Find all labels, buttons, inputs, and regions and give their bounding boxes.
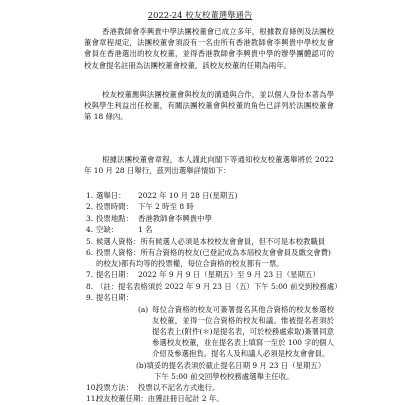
list-item [86,382,334,393]
item-number: 11. [86,394,98,404]
item-number: 8. [86,281,94,291]
rule-b-line: (b)填妥的提名表須於截止提名日期 9 月 23 日（星期五） [136,360,326,370]
item-number: 7. [86,270,94,280]
item-note: （註：提名表格須於 2022 年 9 月 23 日（五）下午 5:00 前交到校務處） [96,281,342,291]
item-number: 2. [86,202,94,212]
item-label: 校友校董任期： [96,394,148,404]
intro-paragraph: 香港教師會李興貴中學法團校董會已成立多年，根據教育條例及法團校董會章程規定，法團校董會須設有一名由所有香港教師會李興貴中學校友會會員在香港選出的校友校董，並得香港教師會李興貴中學的辦學團體認可的校友會提名註冊為法團校董會校董，該校友校董的任期為兩年。 [84,27,334,70]
item-value: 由獲註冊日起計 2 年。 [147,394,224,404]
list-item [86,292,334,303]
item-label: 提名日期： [96,293,133,303]
item-number: 5. [86,236,94,246]
item-value: 2022 年 10 月 28 日(星期五) [138,191,238,200]
role-paragraph: 校友校董應與法團校董會與校友的溝通與合作，並以個人身份本著為學校與學生利益出任校董，有關法團校董會與校董的角色已詳列於法團校董會第 18 條內。 [84,90,334,122]
item-value: 下午 2 時至 8 時 [138,202,194,212]
item-value: 所有合資格的校友(已登記成為本屆校友會會員及繳交會費)的校友)都有均等的投票權，每位合資格的校友都有一票。 [96,247,331,269]
list-item [86,213,334,224]
list-item [86,201,334,212]
item-value: 1 名 [138,225,153,235]
item-label: 投票人資格： [96,247,141,257]
item-label: 投票方法： [96,382,133,392]
list-item [86,247,334,269]
announcement-paragraph: 根據法團校董會章程，本人謹此向閣下等通知校友校董選舉將於 2022 年 10 月 28 日舉行，茲列出選舉詳情如下： [84,155,334,176]
rule-tag: (a) [138,304,149,314]
list-item [86,281,342,292]
item-value: 香港教師會李興貴中學 [138,213,212,223]
item-label: 選舉日： [96,191,126,200]
item-label: 投票時間： [96,202,133,212]
list-item [86,236,334,247]
item-number: 4. [86,225,94,235]
item-number: 6. [86,247,94,257]
rule-text: 每位合資格的校友可簽署提名其他合資格的校友參選校友校董，並得一位合資格的校友和議。惟被提名者須於提名表上(附件(＊)是提名表，可於校務處索取)簽署同意參選校友校董，並在提名表上填寫一至於 100 字的個人介紹及參選抱負。提名人及和議人必須是校友會會員。 [152,304,334,359]
nomination-rule-b [136,360,334,382]
election-details-list [86,190,342,405]
page-title: 2022-24 校友校董選舉通告 [147,10,253,20]
nomination-rule-a [138,304,334,360]
list-item [86,190,334,201]
item-label: 提名日期： [96,270,133,280]
item-value: 所有候選人必須是本校校友會會員，但不可是本校教職員 [140,236,326,246]
item-number: 9. [86,293,94,303]
item-number: 10. [86,382,98,392]
item-label: 空缺： [96,225,119,235]
item-number: 1. [86,191,94,200]
item-value: 投票以不記名方式進行。 [138,382,220,392]
item-label: 候選人資格： [96,236,141,246]
item-number: 3. [86,213,94,223]
item-value: 2022 年 9 月 9 日（星期五）至 9 月 23 日（星期五） [138,270,320,280]
list-item [86,393,334,404]
list-item [86,269,334,280]
rule-b-line: 下午 5:00 前交回學校校務處選舉主任收。 [154,371,294,381]
item-label: 投票地點： [96,213,133,223]
list-item [86,224,334,235]
